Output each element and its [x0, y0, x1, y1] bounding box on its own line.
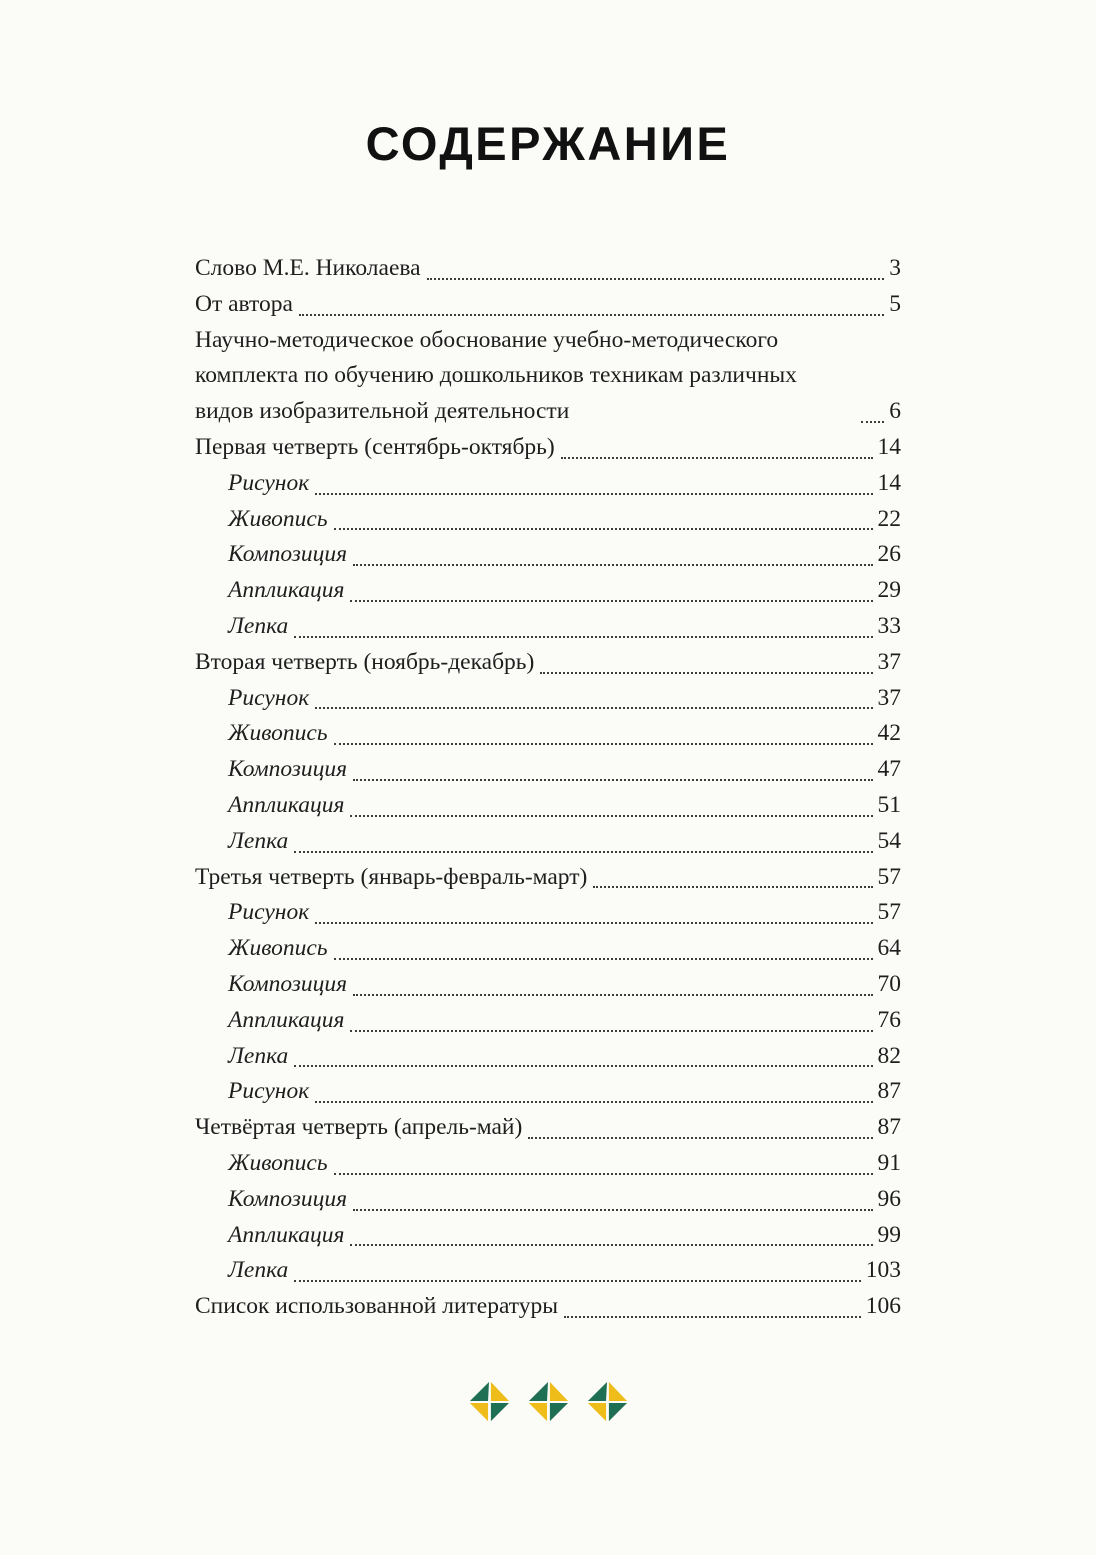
dot-leader — [334, 528, 873, 530]
toc-entry-page: 51 — [877, 791, 901, 818]
toc-entry — [195, 824, 901, 860]
toc-entry-page: 3 — [889, 255, 901, 281]
toc-entry-label: Слово М.Е. Николаева — [195, 255, 421, 281]
toc-entry-label: Третья четверть (январь-февраль-март) — [195, 863, 588, 890]
page-title: СОДЕРЖАНИЕ — [365, 117, 731, 170]
dot-leader — [294, 1280, 860, 1282]
toc-entry-page: 70 — [877, 970, 901, 997]
toc-entry — [195, 1003, 901, 1039]
toc-entry-page: 37 — [877, 648, 901, 675]
toc-entry-label: Аппликация — [228, 791, 345, 818]
toc-entry — [195, 895, 901, 931]
toc-entry-label: Композиция — [228, 970, 348, 997]
dot-leader — [315, 493, 872, 495]
dot-leader — [315, 707, 872, 709]
toc-entry-label: Аппликация — [228, 577, 345, 604]
toc-entry-label: Живопись — [228, 505, 328, 532]
toc-entry-page: 57 — [877, 899, 901, 926]
toc-entry-label: Вторая четверть (ноябрь-декабрь) — [195, 648, 535, 675]
toc-entry-label: Рисунок — [228, 469, 310, 496]
dot-leader — [353, 779, 872, 781]
dot-leader — [593, 886, 872, 888]
toc-entry — [195, 645, 901, 681]
dot-leader — [334, 743, 873, 745]
ornament-row — [0, 1381, 1096, 1423]
dot-leader — [350, 1244, 872, 1246]
dot-leader — [334, 958, 873, 960]
diamond-ornament-icon — [586, 1381, 628, 1423]
toc-entry — [195, 287, 901, 323]
toc-entry-label: Живопись — [228, 1149, 328, 1176]
toc-entry — [195, 681, 901, 717]
dot-leader — [350, 815, 872, 817]
toc-entry — [195, 967, 901, 1003]
toc-entry-label: Композиция — [228, 756, 348, 783]
toc-entry — [195, 1253, 901, 1289]
toc-entry-label: Рисунок — [228, 899, 310, 926]
dot-leader — [315, 1101, 872, 1103]
toc-entry-page: 47 — [877, 756, 901, 783]
toc-entry-page: 99 — [877, 1221, 901, 1248]
toc-entry-page: 5 — [889, 290, 901, 317]
toc-entry — [195, 573, 901, 609]
dot-leader — [561, 457, 873, 459]
toc-entry-label: От автора — [195, 290, 293, 317]
toc-entry-label: Лепка — [228, 1257, 289, 1284]
dot-leader — [528, 1137, 872, 1139]
toc-entry-page: 42 — [877, 720, 901, 747]
toc-entry-label: Живопись — [228, 935, 328, 962]
toc-entry — [195, 251, 901, 287]
toc-entry-label: Лепка — [228, 827, 289, 854]
toc-entry-page: 57 — [877, 863, 901, 890]
toc-entry — [195, 860, 901, 896]
toc-entry — [195, 1289, 901, 1325]
toc-entry-page: 14 — [877, 433, 901, 460]
toc-entry — [195, 1110, 901, 1146]
toc-entry-page: 91 — [877, 1149, 901, 1176]
toc-entry-label: Композиция — [228, 1185, 348, 1212]
dot-leader — [353, 994, 872, 996]
toc-entry-page: 76 — [877, 1006, 901, 1033]
toc-entry-label: Рисунок — [228, 684, 310, 711]
toc-entry-page: 87 — [877, 1114, 901, 1141]
toc-entry — [195, 1182, 901, 1218]
toc-entry-page: 37 — [877, 684, 901, 711]
toc-entry — [195, 323, 901, 430]
toc-entry — [195, 609, 901, 645]
dot-leader — [294, 851, 872, 853]
toc-entry-label: Научно-методическое обоснование учебно-методического комплекта по обучению дошкольников техникам различных видов изобразительной деятельности — [195, 326, 797, 425]
toc-entry-label: Композиция — [228, 541, 348, 568]
toc-entry — [195, 1146, 901, 1182]
toc-entry-label: Первая четверть (сентябрь-октябрь) — [195, 433, 555, 460]
toc-entry-page: 96 — [877, 1185, 901, 1212]
toc-entry-page: 64 — [877, 935, 901, 962]
toc-entry — [195, 1218, 901, 1254]
toc-entry-page: 14 — [877, 469, 901, 496]
toc-entry-label: Живопись — [228, 720, 328, 747]
toc-entry — [195, 430, 901, 466]
toc-entry-page: 22 — [877, 505, 901, 532]
toc-entry-page: 54 — [877, 827, 901, 854]
dot-leader — [299, 314, 884, 316]
toc-entry-label: Аппликация — [228, 1006, 345, 1033]
dot-leader — [350, 1030, 872, 1032]
toc-entry-page: 6 — [889, 398, 901, 425]
toc-entry-label: Лепка — [228, 1042, 289, 1069]
toc-entry — [195, 1074, 901, 1110]
toc-entry — [195, 716, 901, 752]
toc-entry-page: 87 — [877, 1078, 901, 1105]
dot-leader — [540, 672, 872, 674]
toc-entry-label: Четвёртая четверть (апрель-май) — [195, 1114, 523, 1141]
toc-entry — [195, 466, 901, 502]
toc-entry-label: Аппликация — [228, 1221, 345, 1248]
toc-entry-page: 26 — [877, 541, 901, 568]
toc-list — [195, 251, 901, 1325]
dot-leader — [334, 1173, 873, 1175]
toc-entry-label: Список использованной литературы — [195, 1293, 559, 1320]
toc-entry — [195, 788, 901, 824]
dot-leader — [353, 1209, 872, 1211]
toc-entry-page: 82 — [877, 1042, 901, 1069]
dot-leader — [315, 922, 872, 924]
diamond-ornament-icon — [527, 1381, 569, 1423]
toc-entry-page: 106 — [865, 1293, 901, 1320]
dot-leader — [861, 421, 884, 423]
dot-leader — [353, 564, 872, 566]
dot-leader — [427, 278, 885, 280]
toc-entry — [195, 537, 901, 573]
toc-entry-page: 29 — [877, 577, 901, 604]
toc-entry-page: 103 — [865, 1257, 901, 1284]
dot-leader — [564, 1316, 861, 1318]
toc-entry — [195, 1039, 901, 1075]
toc-entry — [195, 502, 901, 538]
toc-entry-label: Рисунок — [228, 1078, 310, 1105]
toc-entry-page: 33 — [877, 612, 901, 639]
dot-leader — [350, 600, 872, 602]
toc-entry — [195, 931, 901, 967]
toc-entry-label: Лепка — [228, 612, 289, 639]
dot-leader — [294, 1065, 872, 1067]
diamond-ornament-icon — [468, 1381, 510, 1423]
dot-leader — [294, 636, 872, 638]
toc-entry — [195, 752, 901, 788]
